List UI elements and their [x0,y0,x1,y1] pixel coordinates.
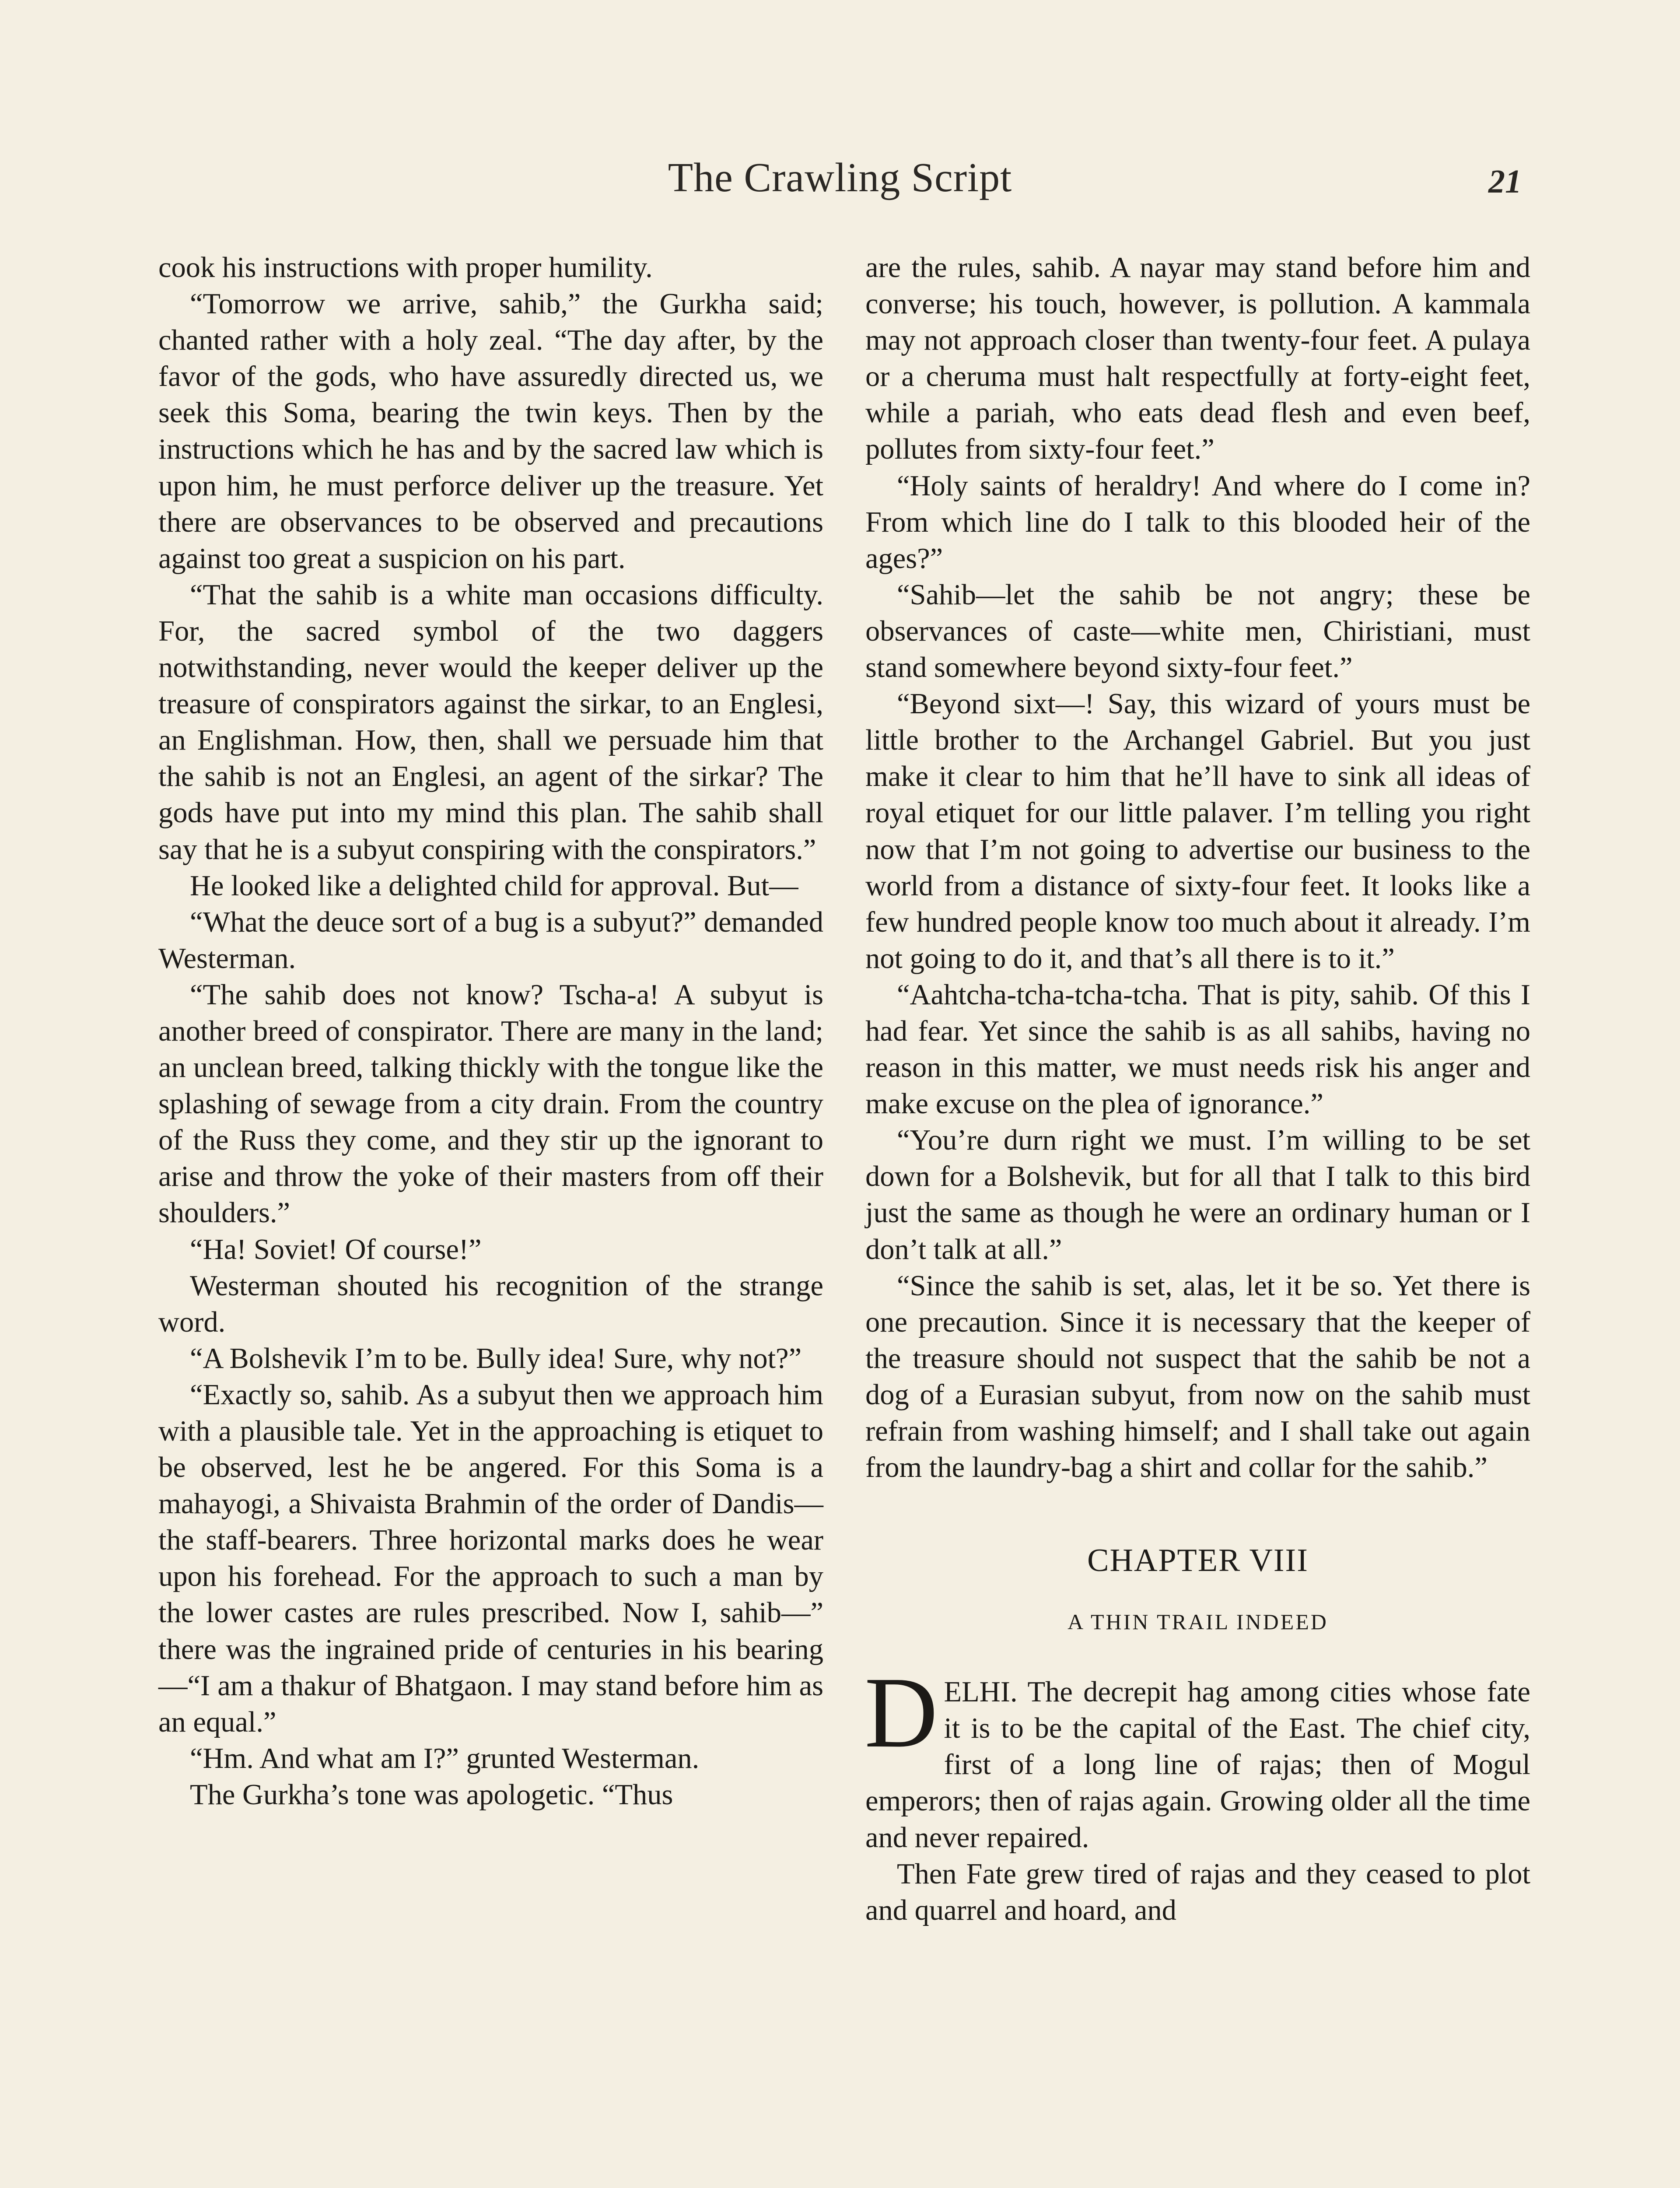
paragraph: “Sahib—let the sahib be not angry; these be observances of caste—white men, Chiristiani, must stand somewhere beyond sixty-four feet.” [865,579,1530,684]
paragraph: cook his instructions with proper humility. [158,252,653,284]
paragraph: “The sahib does not know? Tscha-a! A subyut is another breed of conspirator. There are many in the land; an unclean breed, talking thickly with the tongue like the splashing of sewage from a city drain. From the country of the Russ they come, and they stir up the ignorant to arise and throw the yoke of their masters from off their shoulders.” [158,978,823,1229]
paragraph: “You’re durn right we must. I’m willing to be set down for a Bolshevik, but for all that I talk to this bird just the same as though he were an ordinary human or I don’t talk at all.” [865,1124,1530,1266]
paragraph: “What the deuce sort of a bug is a subyut?” demanded Westerman. [158,906,823,975]
paragraph: “Tomorrow we arrive, sahib,” the Gurkha said; chanted rather with a holy zeal. “The day after, by the favor of the gods, who have assuredly directed us, we seek this Soma, bearing the twin keys. Then by the instructions which he has and by the sacred law which is upon him, he must perforce deliver up the treasure. Yet there are observances to be observed and precautions against too great a suspicion on his part. [158,288,823,575]
chapter-paragraphs [865,1856,1530,1929]
paragraph: He looked like a delighted child for approval. But— [190,870,798,902]
left-text-column [158,249,823,1813]
chapter-heading: CHAPTER VIII [1087,1543,1309,1579]
paragraph: “Aahtcha-tcha-tcha-tcha. That is pity, sahib. Of this I had fear. Yet since the sahib is as all sahibs, having no reason in this matter, we must needs risk his anger and make excuse on the plea of ignorance.” [865,978,1530,1120]
paragraph: “Holy saints of heraldry! And where do I come in? From which line do I talk to this blooded heir of the ages?” [865,470,1530,575]
paragraph: Westerman shouted his recognition of the strange word. [158,1269,823,1338]
paragraph: “Exactly so, sahib. As a subyut then we approach him with a plausible tale. Yet in the approaching is etiquet to be observed, lest he be angered. For this Soma is a mahayogi, a Shivaista Brahmin of the order of Dandis—the staff-bearers. Three horizontal marks does he wear upon his forehead. For the approach to such a man by the lower castes are rules prescribed. Now I, sahib—” there was the ingrained pride of centuries in his bearing—“I am a thakur of Bhatgaon. I may stand before him as an equal.” [158,1378,823,1738]
chapter-opening-text: ELHI. The decrepit hag among cities whose fate it is to be the capital of the East. The chief city, first of a long line of rajas; then of Mogul emperors; then of rajas again. Growing older all the time and never repaired. [865,1676,1530,1854]
paragraph: “Hm. And what am I?” grunted Westerman. [190,1742,700,1774]
right-text-column [865,249,1530,1929]
drop-cap: D [864,1656,938,1769]
paragraph: The Gurkha’s tone was apologetic. “Thus [190,1778,673,1811]
running-title: The Crawling Script [668,155,1012,200]
chapter-subtitle: A THIN TRAIL INDEED [1068,1609,1328,1634]
paragraph: “Since the sahib is set, alas, let it be so. Yet there is one precaution. Since it is necessary that the keeper of the treasure should not suspect that the sahib be not a dog of a Eurasian subyut, from now on the sahib must refrain from washing himself; and I shall take out again from the laundry-bag a shirt and collar for the sahib.” [865,1269,1530,1484]
paragraph: “Beyond sixt—! Say, this wizard of yours must be little brother to the Archangel Gabriel. But you just make it clear to him that he’ll have to sink all ideas of royal etiquet for our little palaver. I’m telling you right now that I’m not going to advertise our business to the world from a distance of sixty-four feet. It looks like a few hundred people know too much about it already. I’m not going to do it, and that’s all there is to it.” [865,688,1530,975]
chapter-opening-paragraph [864,1656,1530,1855]
paragraph: Then Fate grew tired of rajas and they ceased to plot and quarrel and hoard, and [865,1858,1530,1926]
right-column-paragraphs [865,249,1530,1486]
paragraph: “A Bolshevik I’m to be. Bully idea! Sure, why not?” [190,1342,802,1375]
page-number: 21 [1488,163,1522,200]
paragraph: are the rules, sahib. A nayar may stand before him and converse; his touch, however, is pollution. A kammala may not approach closer than twenty-four feet. A pulaya or a cheruma must halt respectfully at forty-eight feet, while a pariah, who eats dead flesh and even beef, pollutes from sixty-four feet.” [865,252,1530,466]
paragraph: “That the sahib is a white man occasions difficulty. For, the sacred symbol of the two daggers notwithstanding, never would the keeper deliver up the treasure of conspirators against the sirkar, to an Englesi, an Englishman. How, then, shall we persuade him that the sahib is not an Englesi, an agent of the sirkar? The gods have put into my mind this plan. The sahib shall say that he is a subyut conspiring with the conspirators.” [158,579,823,866]
paragraph: “Ha! Soviet! Of course!” [190,1233,482,1266]
